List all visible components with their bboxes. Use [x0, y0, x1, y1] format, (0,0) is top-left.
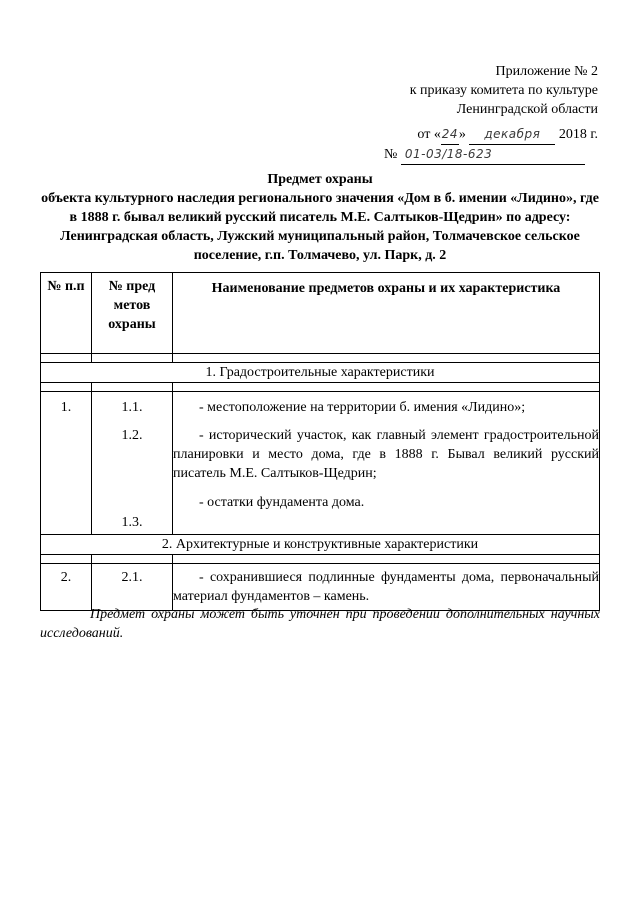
date-mid: »	[458, 127, 466, 142]
section-title-1: 1. Градостроительные характеристики	[41, 363, 600, 383]
title-heading: Предмет охраны	[267, 172, 373, 187]
date-year: 2018 г.	[558, 127, 598, 142]
title-subtitle: объекта культурного наследия регионального значения «Дом в б. имении «Лидино», где в 1888 г. бывал великий русский писатель М.Е. Салтыков-Щедрин» по адресу: Ленинградская область, Лужский муниципальный район, Толмачевское сельское поселение, г.п. Толмачево, ул. Парк, д. 2	[41, 191, 599, 263]
appendix-order-line: к приказу комитета по культуре	[409, 83, 598, 98]
footnote: Предмет охраны может быть уточнен при проведении дополнительных научных исследований.	[40, 607, 600, 641]
appendix-date	[380, 125, 598, 145]
item-texts-1	[173, 392, 600, 535]
item-num: 2.1.	[92, 564, 173, 611]
item-text: - местоположение на территории б. имения «Лидино»;	[199, 400, 526, 415]
spacer-row	[41, 555, 600, 564]
section-row-2	[41, 535, 600, 555]
document-title	[40, 170, 600, 265]
header-name: Наименование предметов охраны и их характеристика	[173, 273, 600, 354]
number-prefix: №	[384, 147, 398, 162]
spacer-row	[41, 354, 600, 363]
appendix-header	[380, 62, 598, 165]
item-num: 1.2.	[121, 428, 143, 443]
item-numbers-1	[92, 392, 173, 535]
table-row	[41, 392, 600, 535]
item-text: - остатки фундамента дома.	[199, 495, 365, 510]
protection-table	[40, 272, 600, 611]
item-text: - исторический участок, как главный элемент градостроительной планировки и место дома, где в 1888 г. Бывал великий русский писатель М.Е. Салтыков-Щедрин;	[173, 428, 599, 481]
row-number-2: 2.	[41, 564, 92, 611]
item-num: 1.3.	[121, 515, 143, 530]
appendix-region-line: Ленинградской области	[456, 102, 598, 117]
item-text: - сохранившиеся подлинные фундаменты дома, первоначальный материал фундаментов – камень.	[173, 564, 600, 611]
date-prefix: от «	[417, 127, 441, 142]
table-header-row	[41, 273, 600, 354]
section-title-2: 2. Архитектурные и конструктивные характеристики	[41, 535, 600, 555]
handwritten-day: 24	[441, 125, 459, 145]
handwritten-number: 01-03/18-623	[401, 145, 585, 165]
table-row	[41, 564, 600, 611]
spacer-row	[41, 383, 600, 392]
header-item-num: № пред метов охраны	[92, 273, 173, 354]
appendix-title: Приложение № 2	[495, 64, 598, 79]
row-number-1: 1.	[41, 392, 92, 535]
item-num: 1.1.	[121, 400, 143, 415]
handwritten-month: декабря	[469, 125, 555, 145]
section-row-1	[41, 363, 600, 383]
header-num: № п.п	[41, 273, 92, 354]
appendix-number	[380, 145, 598, 165]
